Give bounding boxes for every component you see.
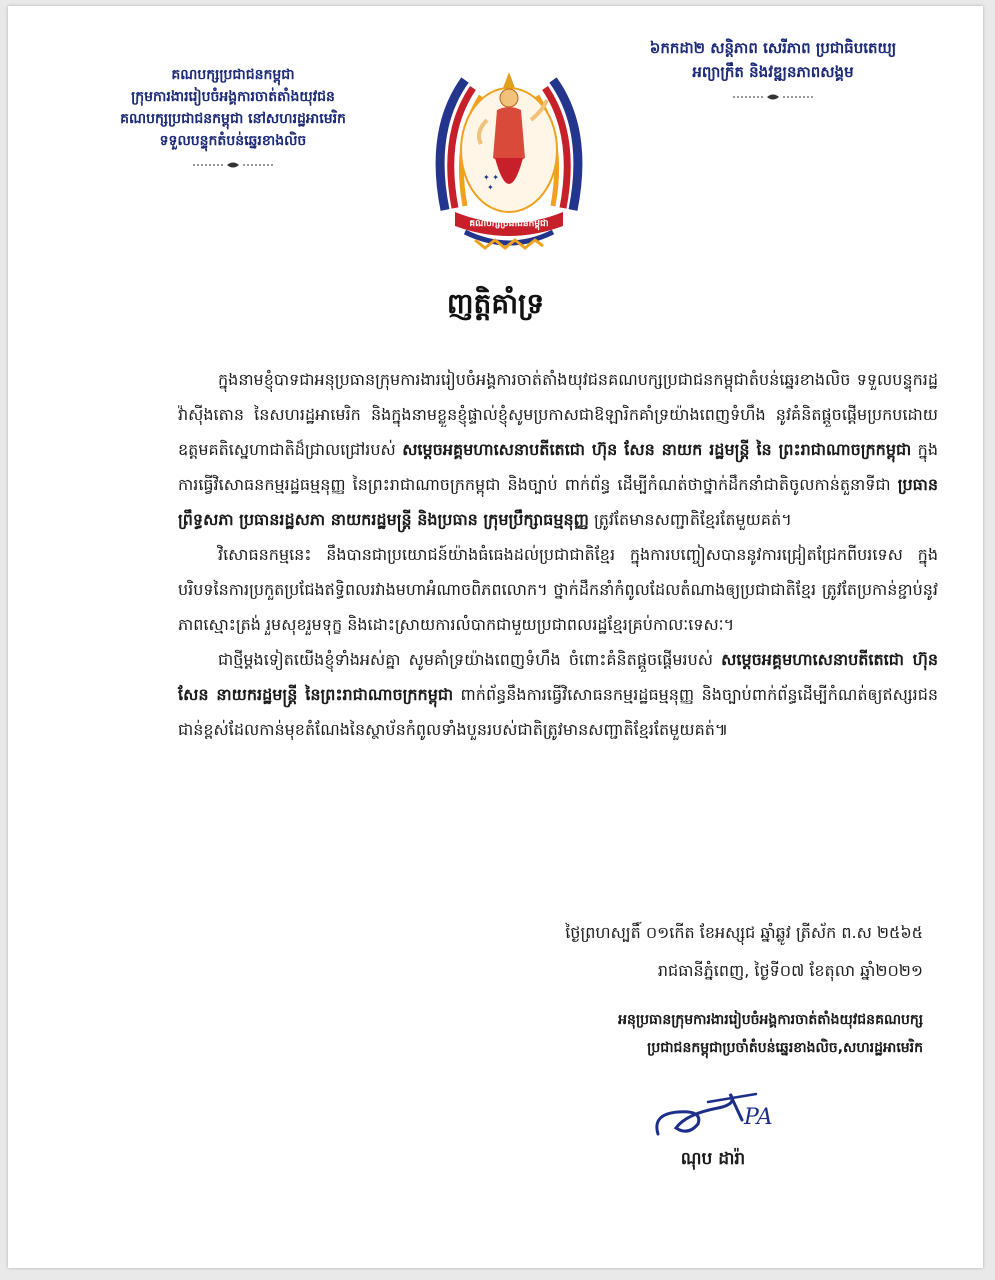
p1-bold-name: សម្តេចអគ្គមហាសេនាបតីតេជោ ហ៊ុន សែន នាយក រដ្ឋមន្ត្រី នៃ ព្រះរាជាណាចក្រកម្ពុជា (402, 440, 912, 459)
p3-text-b: ពាក់ព័ន្ធនឹងការធ្វើវិសោធនកម្មរដ្ឋធម្មនុញ្ញ និងច្បាប់ពាក់ព័ន្ធដើម្បីកំណត់ឲ្យឥស្សរជនជាន់ខ្ពស់ដែលកាន់មុខតំណែងនៃស្ថាប័នកំពូលទាំងបួនរបស់ជាតិត្រូវមានសញ្ជាតិខ្មែរតែមួយគត់៕ (178, 685, 938, 739)
handwritten-signature-icon (648, 1074, 798, 1144)
logo-banner-text: គណបក្សប្រជាជនកម្ពុជា (469, 219, 549, 229)
motto-line-1: ៦កកដា២ សន្តិភាព សេរីភាព ប្រជាធិបតេយ្យ (649, 39, 897, 57)
p1-text-b: ក្នុងការធ្វើវិសោធនកម្មរដ្ឋធម្មនុញ្ញ នៃព្រះរាជាណាចក្រកម្ពុជា និងច្បាប់ ពាក់ព័ន្ធ ដើម្បីកំណត់ថាថ្នាក់ដឹកនាំជាតិចូលកាន់តួនាទីជា (178, 440, 938, 494)
signer-name: ណុប ដារ៉ា (680, 1149, 746, 1169)
committee-region: ទទួលបន្ទុកតំបន់ឆ្នេរខាងលិច (159, 133, 307, 149)
committee-name: ក្រុមការងាររៀបចំអង្គការចាត់តាំងយុវជន (131, 89, 335, 105)
signature-initials: PA (744, 1105, 773, 1130)
header-left (88, 64, 378, 170)
svg-text:✦: ✦ (487, 183, 494, 192)
document-body (178, 362, 938, 747)
ornament-divider-icon (733, 92, 813, 102)
solar-date: រាជធានីភ្នំពេញ, ថ្ងៃទី០៧ ខែតុលា ឆ្នាំ២០២១ (657, 961, 923, 980)
document-page (8, 6, 983, 1268)
paragraph-1 (178, 362, 938, 537)
p3-bold-name: សម្តេចអគ្គមហាសេនាបតីតេជោ ហ៊ុន សែន នាយករដ្ឋមន្ត្រី នៃព្រះរាជាណាចក្រកម្ពុជា (178, 650, 938, 704)
p1-text-c: ត្រូវតែមានសញ្ជាតិខ្មែរតែមួយគត់។ (588, 510, 792, 529)
party-name: គណបក្សប្រជាជនកម្ពុជា (171, 67, 295, 83)
lunar-date: ថ្ងៃព្រហស្បតិ៍ ០១កើត ខែអស្សុជ ឆ្នាំឆ្លូវ ត្រីស័ក ព.ស ២៥៦៥ (565, 923, 923, 942)
p3-text-a: ជាថ្មីម្តងទៀតយើងខ្ញុំទាំងអស់គ្នា សូមគាំទ្រយ៉ាងពេញទំហឹង ចំពោះគំនិតផ្តួចផ្តើមរបស់ (218, 650, 722, 669)
paragraph-3 (178, 642, 938, 747)
p1-text-a: ក្នុងនាមខ្ញុំបាទជាអនុប្រធានក្រុមការងាររៀបចំអង្គការចាត់តាំងយុវជនគណបក្សប្រជាជនកម្ពុជាតំបន់ឆ្នេរខាងលិច ទទួលបន្ទុករដ្ឋវ៉ាស៊ីងតោន នៃសហរដ្ឋអាមេរិក និងក្នុងនាមខ្លួនខ្ញុំផ្ទាល់ខ្ញុំសូមប្រកាសជាឱឡារិកគាំទ្រយ៉ាងពេញទំហឹង នូវគំនិតផ្តួចផ្តើមប្រកបដោយ ឧត្តមគតិស្នេហាជាតិដ៏ជ្រាលជ្រៅរបស់ (178, 370, 938, 459)
ornament-divider-icon (193, 160, 273, 170)
paragraph-2: វិសោធនកម្មនេះ នឹងបានជាប្រយោជន៍យ៉ាងធំធេងដល់ប្រជាជាតិខ្មែរ ក្នុងការបញ្ចៀសបាននូវការជ្រៀតជ្រែកពីបរទេស ក្នុងបរិបទនៃការប្រកួតប្រជែងឥទ្ធិពលរវាងមហាអំណាចពិភពលោក។ ថ្នាក់ដឹកនាំកំពូលដែលតំណាងឲ្យប្រជាជាតិខ្មែរ ត្រូវតែប្រកាន់ខ្ជាប់នូវភាពស្មោះត្រង់ រួមសុខរួមទុក្ខ និងដោះស្រាយការលំបាកជាមួយប្រជាពលរដ្ឋខ្មែរគ្រប់កាលៈទេសៈ។ (178, 545, 938, 634)
p1-bold-positions: ប្រធានព្រឹទ្ធសភា ប្រធានរដ្ឋសភា នាយករដ្ឋមន្ត្រី និងប្រធាន ក្រុមប្រឹក្សាធម្មនុញ្ញ (178, 475, 938, 529)
document-title: ញត្តិគាំទ្រ (446, 287, 545, 320)
signer-title (503, 1006, 923, 1062)
header-right (608, 36, 938, 102)
motto-line-2: អព្យាក្រឹត និងវឌ្ឍនភាពសង្គម (692, 63, 854, 81)
date-block (565, 914, 923, 990)
cpp-party-logo-icon (425, 40, 593, 256)
signer-title-line-2: ប្រជាជនកម្ពុជាប្រចាំតំបន់ឆ្នេរខាងលិច,សហរដ្ឋអាមេរិក (647, 1040, 923, 1056)
signer-title-line-1: អនុប្រធានក្រុមការងាររៀបចំអង្គការចាត់តាំងយុវជនគណបក្ស (618, 1012, 923, 1028)
committee-location: គណបក្សប្រជាជនកម្ពុជា នៅសហរដ្ឋអាមេរិក (120, 111, 346, 127)
svg-text:✦ ✦: ✦ ✦ (483, 173, 499, 182)
